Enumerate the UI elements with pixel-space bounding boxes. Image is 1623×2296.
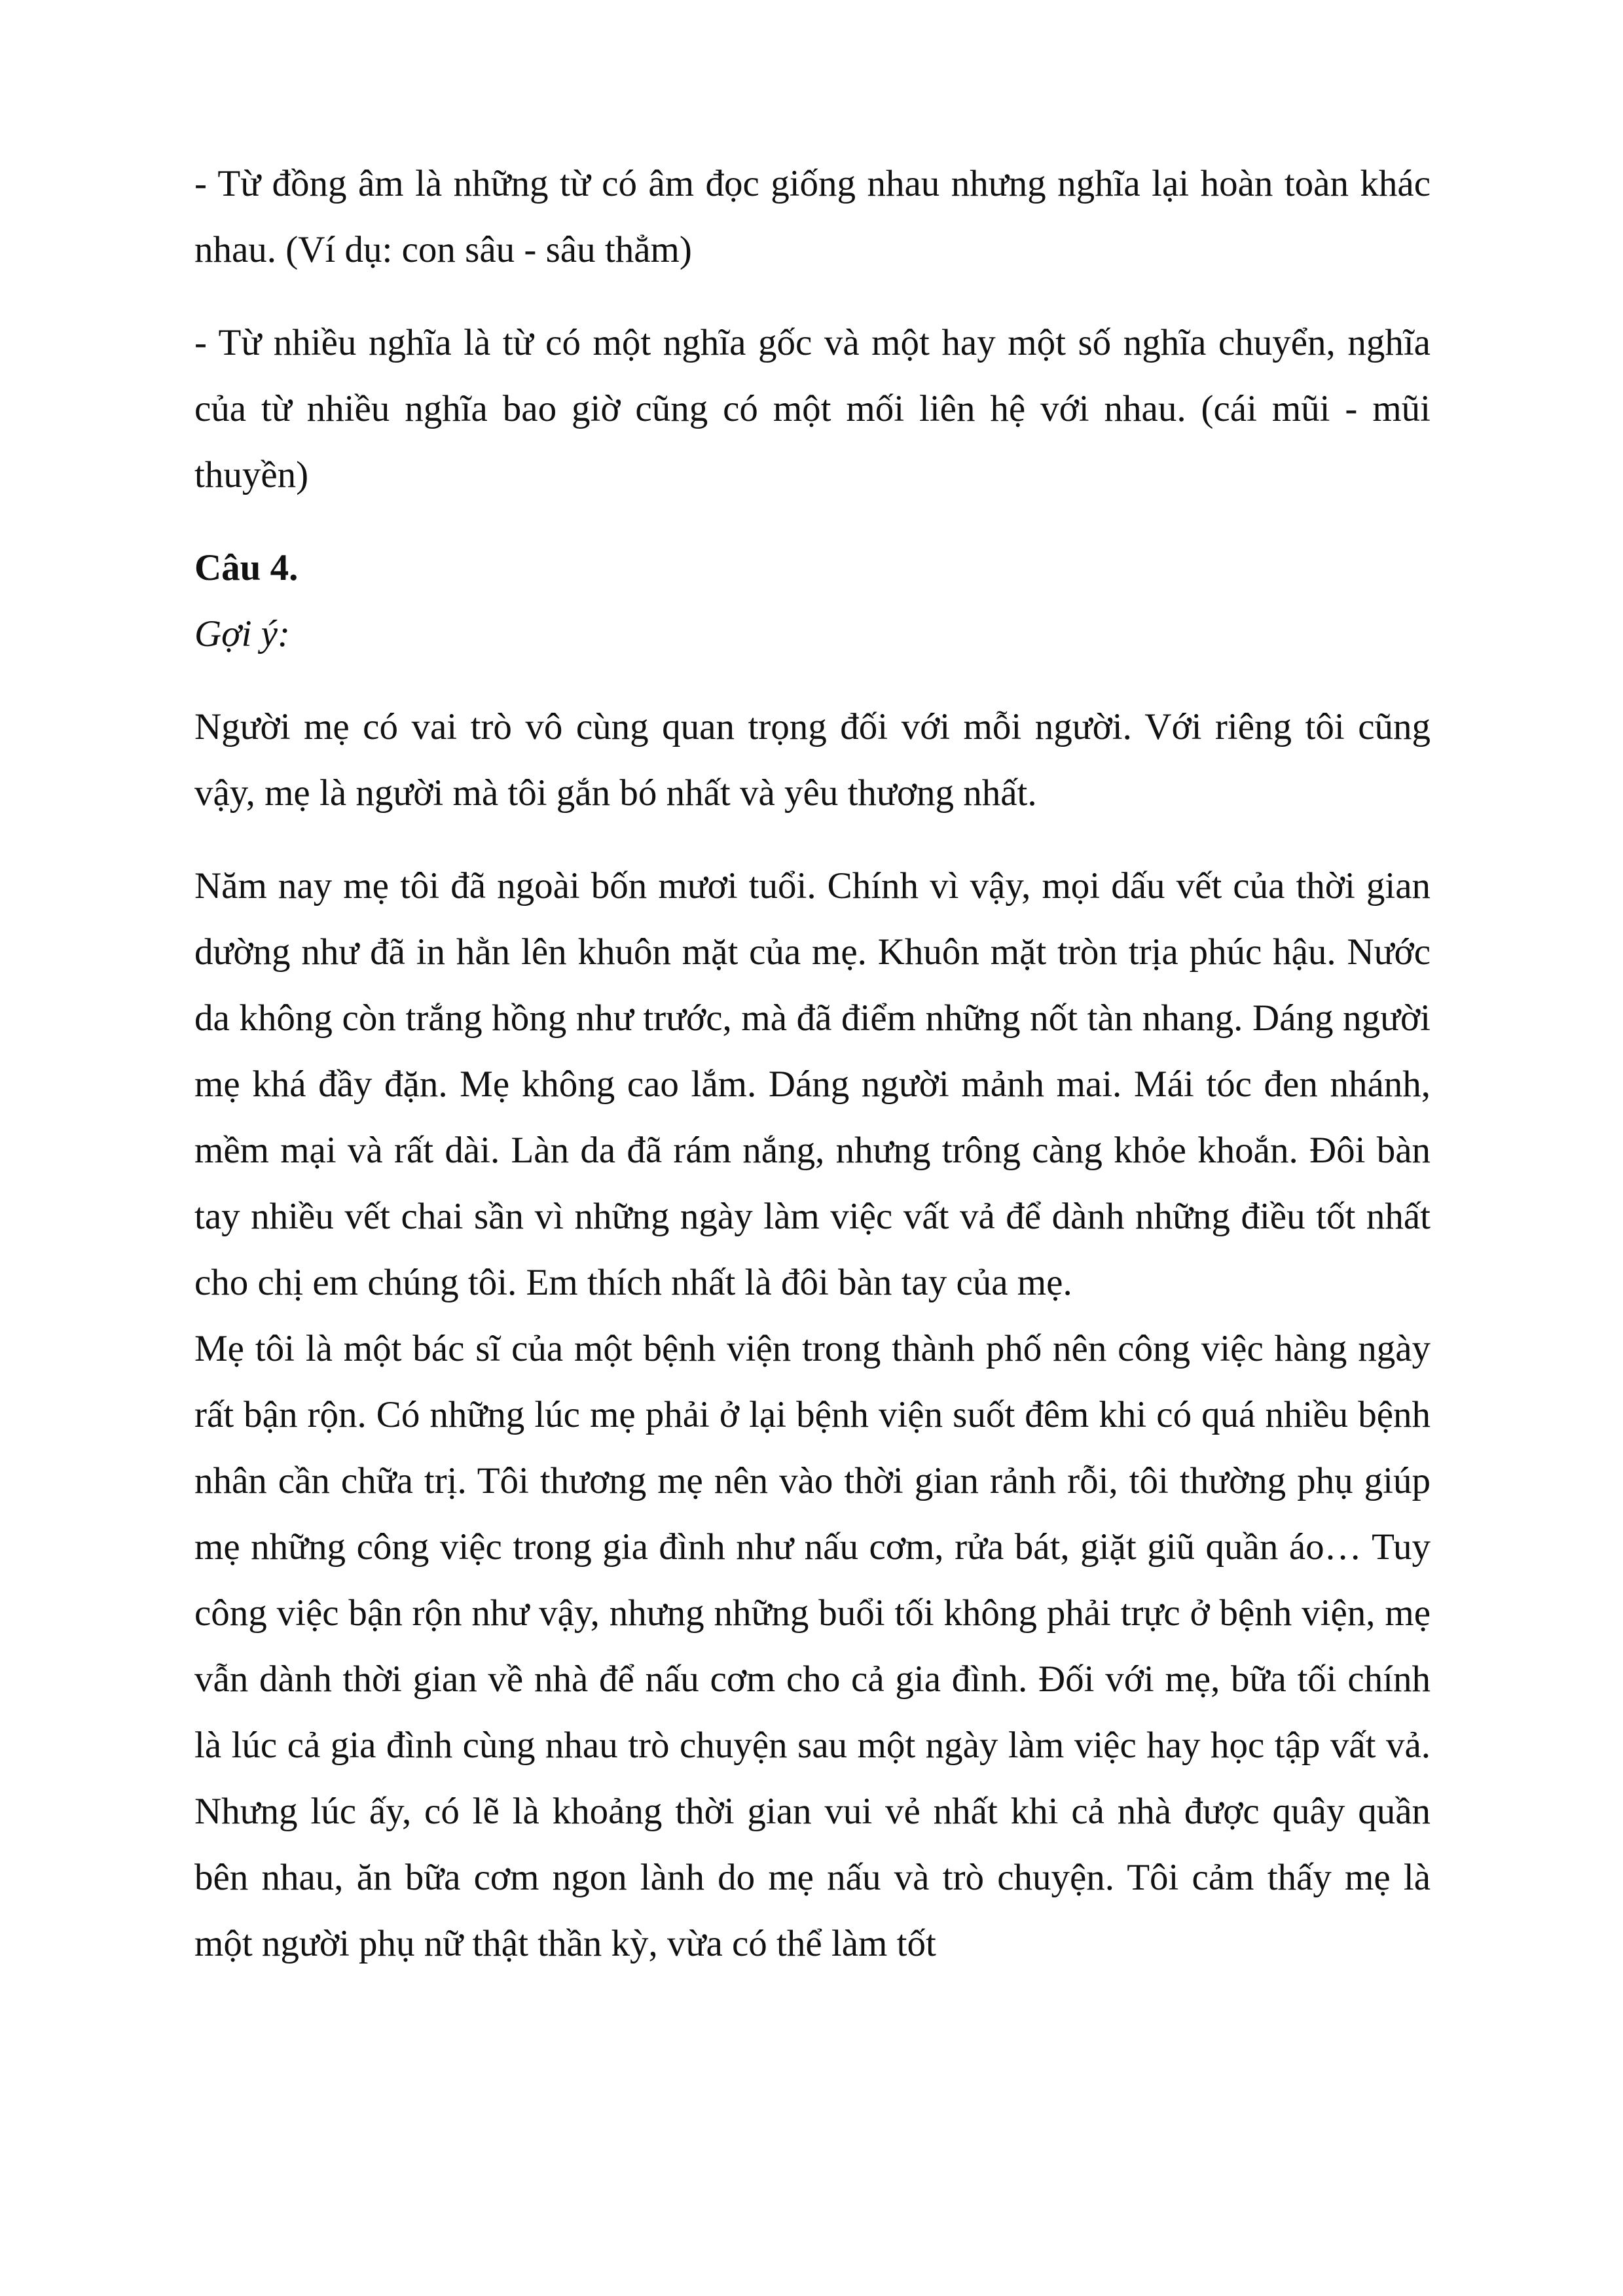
paragraph-polysemy: - Từ nhiều nghĩa là từ có một nghĩa gốc và một hay một số nghĩa chuyển, nghĩa của từ nhiều nghĩa bao giờ cũng có một mối liên hệ với nhau. (cái mũi - mũi thuyền): [194, 322, 1431, 495]
paragraph-intro: Người mẹ có vai trò vô cùng quan trọng đối với mỗi người. Với riêng tôi cũng vậy, mẹ là người mà tôi gắn bó nhất và yêu thương nhất.: [194, 706, 1431, 814]
question-heading: Câu 4.: [194, 547, 299, 588]
paragraph-homonyms: - Từ đồng âm là những từ có âm đọc giống nhau nhưng nghĩa lại hoàn toàn khác nhau. (Ví dụ: con sâu - sâu thẳm): [194, 163, 1431, 270]
paragraph-description: Năm nay mẹ tôi đã ngoài bốn mươi tuổi. Chính vì vậy, mọi dấu vết của thời gian dường như đã in hằn lên khuôn mặt của mẹ. Khuôn mặt tròn trịa phúc hậu. Nước da không còn trắng hồng như trước, mà đã điểm những nốt tàn nhang. Dáng người mẹ khá đầy đặn. Mẹ không cao lắm. Dáng người mảnh mai. Mái tóc đen nhánh, mềm mại và rất dài. Làn da đã rám nắng, nhưng trông càng khỏe khoắn. Đôi bàn tay nhiều vết chai sần vì những ngày làm việc vất vả để dành những điều tốt nhất cho chị em chúng tôi. Em thích nhất là đôi bàn tay của mẹ.: [194, 865, 1431, 1303]
hint-label: Gợi ý:: [194, 613, 290, 655]
document-body: [194, 151, 1431, 1977]
paragraph-work: Mẹ tôi là một bác sĩ của một bệnh viện trong thành phố nên công việc hàng ngày rất bận rộn. Có những lúc mẹ phải ở lại bệnh viện suốt đêm khi có quá nhiều bệnh nhân cần chữa trị. Tôi thương mẹ nên vào thời gian rảnh rỗi, tôi thường phụ giúp mẹ những công việc trong gia đình như nấu cơm, rửa bát, giặt giũ quần áo… Tuy công việc bận rộn như vậy, nhưng những buổi tối không phải trực ở bệnh viện, mẹ vẫn dành thời gian về nhà để nấu cơm cho cả gia đình. Đối với mẹ, bữa tối chính là lúc cả gia đình cùng nhau trò chuyện sau một ngày làm việc hay học tập vất vả. Nhưng lúc ấy, có lẽ là khoảng thời gian vui vẻ nhất khi cả nhà được quây quần bên nhau, ăn bữa cơm ngon lành do mẹ nấu và trò chuyện. Tôi cảm thấy mẹ là một người phụ nữ thật thần kỳ, vừa có thể làm tốt: [194, 1328, 1431, 1964]
